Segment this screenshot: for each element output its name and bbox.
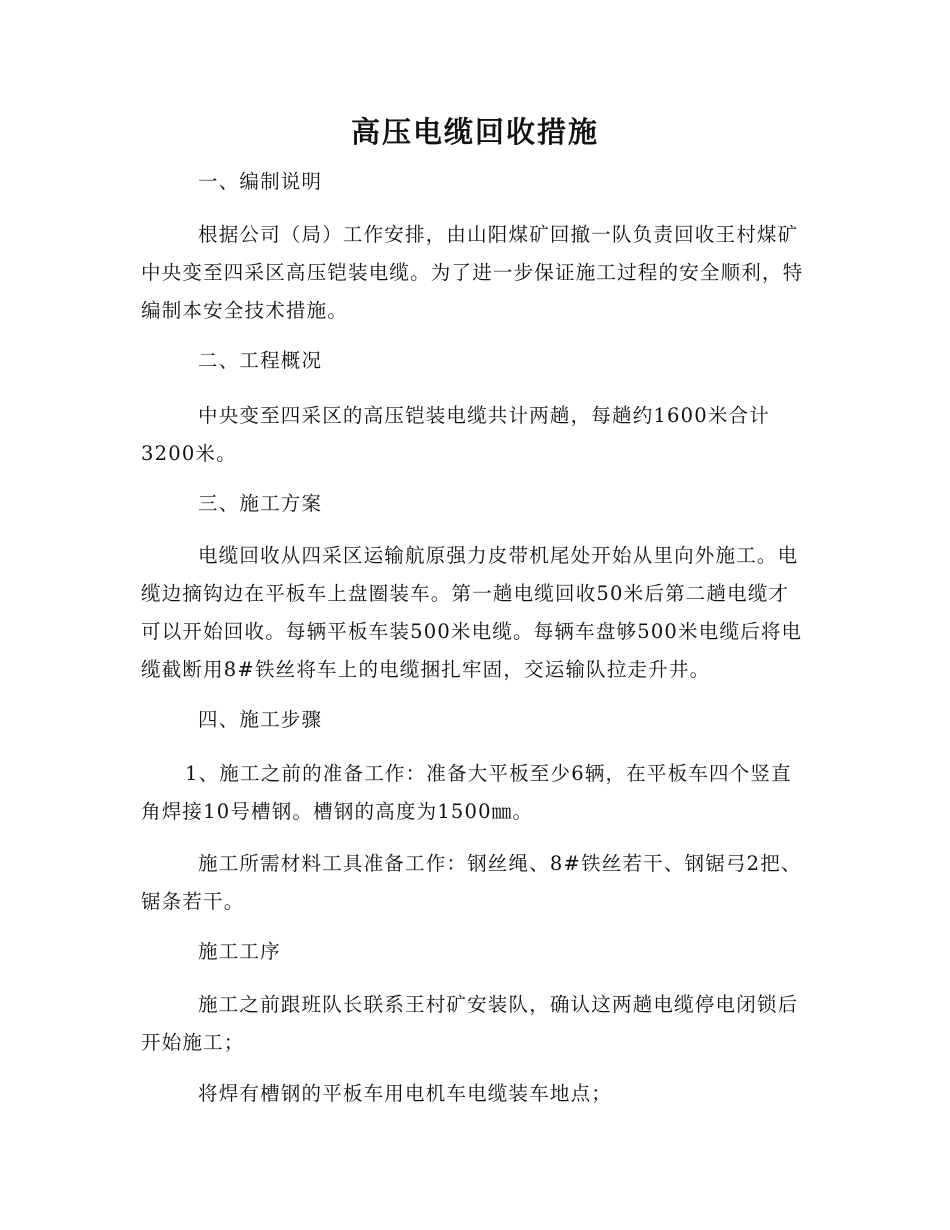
section-heading-4: 四、施工步骤 [198, 708, 323, 731]
section-heading-3: 三、施工方案 [198, 492, 323, 515]
subheading-procedure: 施工工序 [198, 940, 281, 963]
paragraph-procedure-1: 施工之前跟班队长联系王村矿安装队，确认这两趟电缆停电闭锁后开始施工； [141, 993, 799, 1054]
section-heading-1: 一、编制说明 [198, 170, 323, 193]
section-heading-2: 二、工程概况 [198, 349, 323, 372]
paragraph-materials: 施工所需材料工具准备工作：钢丝绳、8#铁丝若干、钢锯弓2把、锯条若干。 [141, 852, 802, 913]
paragraph-overview: 中央变至四采区的高压铠装电缆共计两趟，每趟约1600米合计3200米。 [141, 404, 770, 465]
paragraph-procedure-2: 将焊有槽钢的平板车用电机车电缆装车地点； [198, 1082, 613, 1105]
document-title: 高压电缆回收措施 [350, 115, 599, 149]
paragraph-step-1: 1、施工之前的准备工作：准备大平板至少6辆，在平板车四个竖直角焊接10号槽钢。槽钢的高度为1500㎜。 [141, 762, 792, 823]
paragraph-intro: 根据公司（局）工作安排，由山阳煤矿回撤一队负责回收王村煤矿中央变至四采区高压铠装电缆。为了进一步保证施工过程的安全顺利，特编制本安全技术措施。 [141, 223, 804, 322]
paragraph-plan: 电缆回收从四采区运输航原强力皮带机尾处开始从里向外施工。电缆边摘钩边在平板车上盘圈装车。第一趟电缆回收50米后第二趟电缆才可以开始回收。每辆平板车装500米电缆。每辆车盘够500米电缆后将电缆截断用8#铁丝将车上的电缆捆扎牢固，交运输队拉走升井。 [141, 544, 803, 681]
